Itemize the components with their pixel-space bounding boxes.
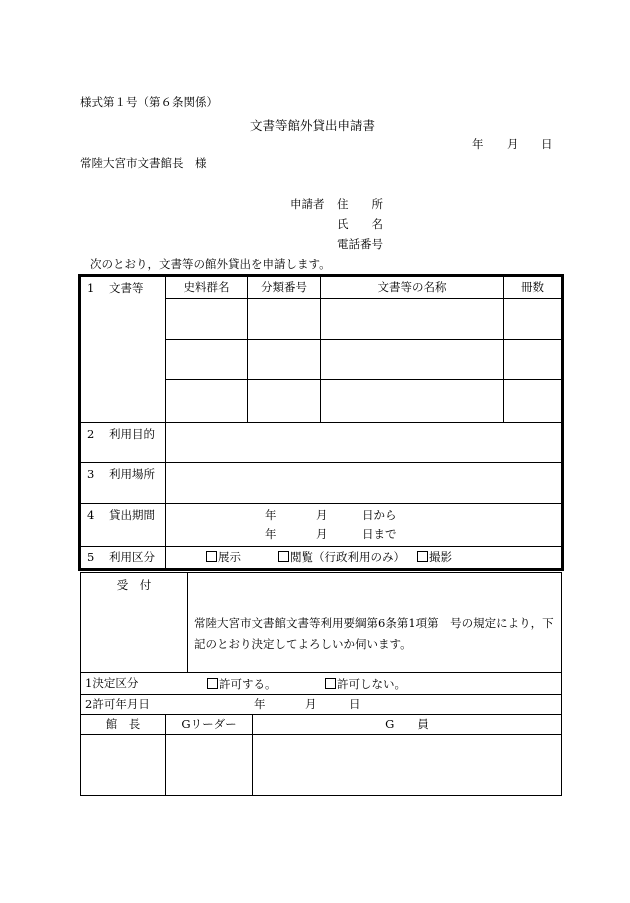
doc-row1-volumes[interactable]	[504, 299, 562, 340]
purpose-number: 2	[87, 427, 95, 441]
signoff-director-header: 館 長	[81, 715, 166, 735]
addressee: 常陸大宮市文書館長 様	[80, 156, 207, 170]
category-label-cell	[81, 547, 166, 569]
period-number: 4	[87, 508, 95, 522]
period-to-month: 月	[316, 527, 328, 541]
checkbox-photography[interactable]	[417, 551, 428, 562]
option-reading[interactable]	[278, 551, 405, 564]
checkbox-permit[interactable]	[207, 678, 218, 689]
option-deny[interactable]	[325, 678, 406, 691]
header-classification: 分類番号	[248, 277, 321, 299]
approval-text-cell	[188, 573, 562, 673]
option-photography-label: 撮影	[429, 550, 452, 564]
period-from-month: 月	[316, 508, 328, 522]
applicant-phone-label: 電話番号	[337, 237, 383, 251]
option-reading-label: 閲覧（行政利用のみ）	[290, 550, 405, 564]
place-label: 利用場所	[109, 467, 155, 481]
doc-row2-classification[interactable]	[248, 340, 321, 380]
documents-label-cell	[81, 277, 166, 423]
doc-row3-collection[interactable]	[166, 380, 248, 423]
option-deny-label: 許可しない。	[337, 677, 406, 691]
period-label: 貸出期間	[109, 508, 155, 522]
period-label-cell	[81, 504, 166, 547]
header-volumes: 冊数	[504, 277, 562, 299]
option-exhibition-label: 展示	[218, 550, 241, 564]
permit-date-day: 日	[349, 697, 361, 711]
applicant-label: 申請者	[290, 197, 325, 211]
option-exhibition[interactable]	[206, 551, 241, 564]
checkbox-deny[interactable]	[325, 678, 336, 689]
signoff-staff-header: G 員	[253, 715, 562, 735]
permit-date-year: 年	[254, 697, 266, 711]
reception-cell	[81, 573, 188, 673]
option-photography[interactable]	[417, 551, 452, 564]
category-label: 利用区分	[109, 549, 155, 564]
doc-row3-classification[interactable]	[248, 380, 321, 423]
documents-number: 1	[87, 281, 95, 295]
doc-row2-volumes[interactable]	[504, 340, 562, 380]
doc-row2-collection[interactable]	[166, 340, 248, 380]
signoff-director-box[interactable]	[81, 735, 166, 796]
documents-label: 文書等	[109, 281, 144, 295]
category-number: 5	[87, 549, 95, 564]
period-from-year: 年	[265, 508, 277, 522]
date-year: 年	[472, 137, 484, 151]
doc-row2-name[interactable]	[321, 340, 504, 380]
intro-text: 次のとおり，文書等の館外貸出を申請します。	[90, 257, 331, 271]
period-to-year: 年	[265, 527, 277, 541]
office-use-table	[80, 572, 562, 796]
header-document-name: 文書等の名称	[321, 277, 504, 299]
doc-row3-volumes[interactable]	[504, 380, 562, 423]
permit-date-row	[81, 695, 562, 715]
signoff-staff-box[interactable]	[253, 735, 562, 796]
signoff-leader-box[interactable]	[166, 735, 253, 796]
page-title: 文書等館外貸出申請書	[250, 118, 376, 133]
approval-text-line2: 記のとおり決定してよろしいか伺います。	[194, 637, 412, 651]
reception-label: 受 付	[116, 578, 152, 592]
application-table	[80, 276, 562, 569]
purpose-label: 利用目的	[109, 427, 155, 441]
applicant-address-label: 住 所	[337, 197, 383, 211]
permit-date-month: 月	[305, 697, 317, 711]
form-number: 様式第１号（第６条関係）	[80, 95, 218, 109]
doc-row1-collection[interactable]	[166, 299, 248, 340]
checkbox-reading[interactable]	[278, 551, 289, 562]
permit-date-label: 2許可年月日	[85, 697, 150, 711]
period-to-day: 日まで	[362, 527, 397, 541]
doc-row3-name[interactable]	[321, 380, 504, 423]
place-field[interactable]	[166, 463, 562, 504]
doc-row1-name[interactable]	[321, 299, 504, 340]
decision-row	[81, 673, 562, 695]
date-month: 月	[507, 137, 519, 151]
period-field[interactable]	[166, 504, 562, 547]
checkbox-exhibition[interactable]	[206, 551, 217, 562]
category-field	[166, 547, 562, 569]
header-collection: 史料群名	[166, 277, 248, 299]
purpose-label-cell	[81, 423, 166, 463]
option-permit[interactable]	[207, 678, 277, 691]
period-from-day: 日から	[362, 508, 397, 522]
signoff-leader-header: Gリーダー	[166, 715, 253, 735]
place-number: 3	[87, 467, 95, 481]
approval-text-line1: 常陸大宮市文書館文書等利用要綱第6条第1項第 号の規定により，下	[194, 616, 554, 630]
decision-label: 1決定区分	[85, 676, 139, 690]
doc-row1-classification[interactable]	[248, 299, 321, 340]
option-permit-label: 許可する。	[219, 677, 277, 691]
applicant-name-label: 氏 名	[337, 217, 383, 231]
date-day: 日	[541, 137, 553, 151]
purpose-field[interactable]	[166, 423, 562, 463]
place-label-cell	[81, 463, 166, 504]
